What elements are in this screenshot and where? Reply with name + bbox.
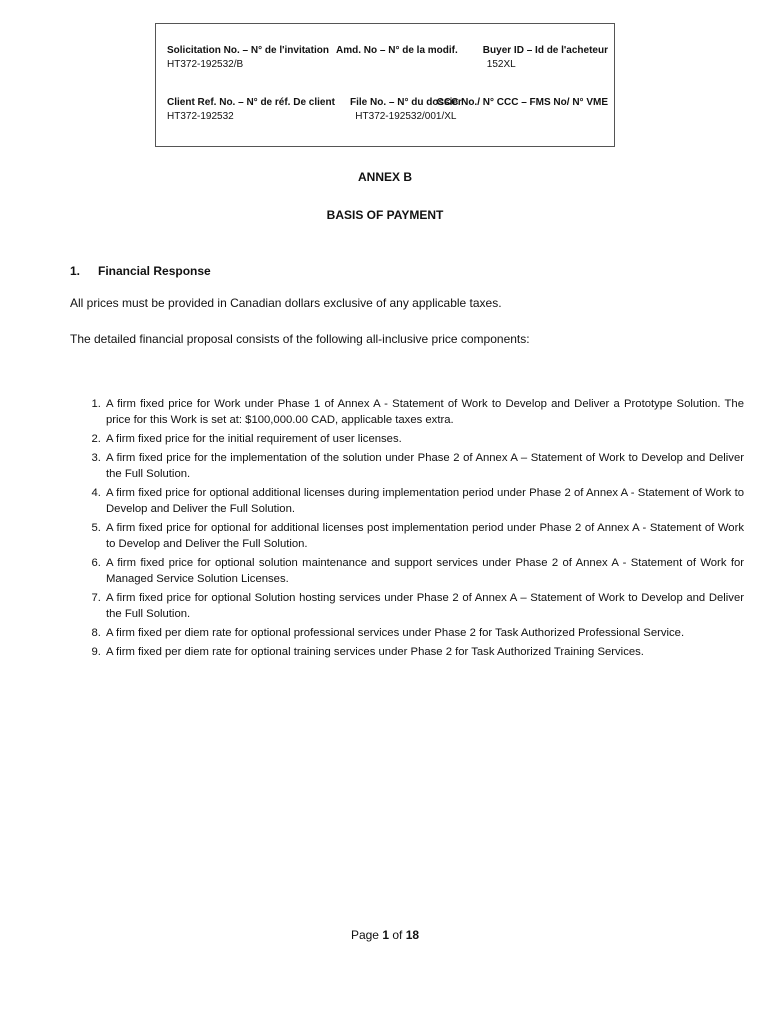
list-item: 3. A firm fixed price for the implementation of the solution under Phase 2 of Annex A – Statement of Work to Develop and Deliver the Full Solution. bbox=[104, 450, 744, 482]
section-number: 1. bbox=[70, 264, 81, 278]
solicitation-cell bbox=[167, 44, 329, 72]
footer-prefix: Page bbox=[350, 928, 379, 942]
client-ref-label: Client Ref. No. – N° de réf. De client bbox=[167, 97, 335, 108]
ccc-cell bbox=[437, 96, 608, 110]
list-item: 5. A firm fixed price for optional for additional licenses post implementation period under Phase 2 of Annex A - Statement of Work to Develop and Deliver the Full Solution. bbox=[104, 520, 744, 552]
list-item: 6. A firm fixed price for optional solution maintenance and support services under Phase 2 of Annex A - Statement of Work for Managed Service Solution Licenses. bbox=[104, 555, 744, 587]
solicitation-label: Solicitation No. – N° de l'invitation bbox=[167, 45, 329, 56]
paragraph-components: The detailed financial proposal consists of the following all-inclusive price components: bbox=[70, 332, 530, 346]
list-item: 7. A firm fixed price for optional Solution hosting services under Phase 2 of Annex A – Statement of Work to Develop and Deliver the Full Solution. bbox=[104, 590, 744, 622]
paragraph-currency: All prices must be provided in Canadian dollars exclusive of any applicable taxes. bbox=[70, 296, 502, 310]
file-label: File No. – N° du dossier bbox=[350, 97, 462, 108]
amd-cell bbox=[336, 44, 458, 58]
buyer-label: Buyer ID – Id de l'acheteur bbox=[482, 45, 608, 56]
list-item: 1. A firm fixed price for Work under Phase 1 of Annex A - Statement of Work to Develop and Deliver a Prototype Solution. The price for this Work is set at: $100,000.00 CAD, applicable taxes extra. bbox=[104, 396, 744, 428]
page-footer bbox=[0, 928, 770, 942]
list-item: 2. A firm fixed price for the initial requirement of user licenses. bbox=[104, 431, 744, 447]
footer-page-total: 18 bbox=[405, 928, 420, 942]
annex-subtitle: BASIS OF PAYMENT bbox=[326, 208, 444, 222]
ccc-label: CCC No./ N° CCC – FMS No/ N° VME bbox=[436, 97, 608, 108]
client-ref-value: HT372-192532 bbox=[167, 111, 234, 122]
annex-title: ANNEX B bbox=[357, 170, 412, 184]
client-ref-cell bbox=[167, 96, 335, 124]
footer-of: of bbox=[392, 928, 403, 942]
section-title: Financial Response bbox=[98, 264, 211, 278]
footer-page-number: 1 bbox=[382, 928, 389, 942]
buyer-value: 152XL bbox=[486, 59, 516, 70]
section-heading bbox=[70, 264, 211, 278]
file-value: HT372-192532/001/XL bbox=[355, 111, 457, 122]
price-component-list bbox=[70, 396, 744, 663]
list-item: 9. A firm fixed per diem rate for optional training services under Phase 2 for Task Authorized Training Services. bbox=[104, 644, 744, 660]
amd-label: Amd. No – N° de la modif. bbox=[336, 45, 458, 56]
list-item: 8. A firm fixed per diem rate for optional professional services under Phase 2 for Task Authorized Professional Service. bbox=[104, 625, 744, 641]
solicitation-value: HT372-192532/B bbox=[167, 59, 244, 70]
list-item: 4. A firm fixed price for optional additional licenses during implementation period under Phase 2 of Annex A - Statement of Work to Develop and Deliver the Full Solution. bbox=[104, 485, 744, 517]
header-box bbox=[155, 23, 615, 147]
buyer-cell bbox=[483, 44, 608, 72]
